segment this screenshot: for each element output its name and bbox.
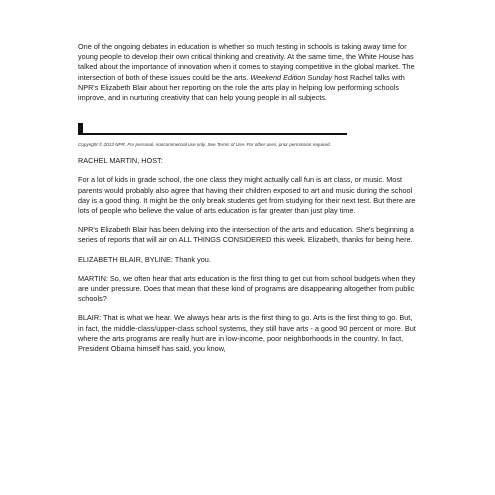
transcript-paragraph: ELIZABETH BLAIR, BYLINE: Thank you.: [78, 254, 211, 264]
transcript-paragraph: BLAIR: That is what we hear. We always hear arts is the first thing to go. Arts is the first thing to go. But, in fact, the middle-class/upper-class school systems, they still have arts - a good 90 percent or more. But where the arts programs are really hurt are in low-income, poor neighborhoods in the country. In fact, President Obama himself has said, you know,: [78, 313, 416, 354]
document-page: [78, 42, 418, 363]
speaker-heading-host: RACHEL MARTIN, HOST:: [78, 156, 163, 166]
intro-text-end: host Rachel talks with NPR's Elizabeth Blair about her reporting on the role the arts play in helping low performing schools improve, and in nurturing creativity that can help young people in all subjects.: [78, 72, 405, 103]
transcript-paragraph: NPR's Elizabeth Blair has been delving into the intersection of the arts and education. She's beginning a series of reports that will air on ALL THINGS CONSIDERED this week. Elizabeth, thanks for being here.: [78, 225, 414, 245]
transcript-paragraph: MARTIN: So, we often hear that arts education is the first thing to get cut from school budgets when they are under pressure. Does that mean that these kind of programs are disappearing altogether from public schools?: [78, 273, 416, 304]
intro-paragraph: [78, 42, 418, 103]
copyright-notice: Copyright © 2013 NPR. For personal, noncommercial use only. See Terms of Use. For other uses, prior permission required.: [78, 142, 331, 148]
divider-line: [83, 133, 347, 135]
transcript-paragraph: For a lot of kids in grade school, the one class they might actually call fun is art class, or music. Most parents would probably also agree that having their children exposed to art and music during the school day is a good thing. It might be the only break students get from studying for their next test. But there are lots of people who believe the value of arts education is far greater than just play time.: [78, 175, 416, 216]
section-divider: [78, 123, 418, 135]
show-title: Weekend Edition Sunday: [250, 72, 333, 82]
intro-text-start: One of the ongoing debates in education is whether so much testing in schools is taking away time for young people to develop their own critical thinking and creativity. At the same time, the White House has talked about the importance of innovation when it comes to staying competitive in the global market. The intersection of both of these issues could be the arts.: [78, 42, 415, 82]
